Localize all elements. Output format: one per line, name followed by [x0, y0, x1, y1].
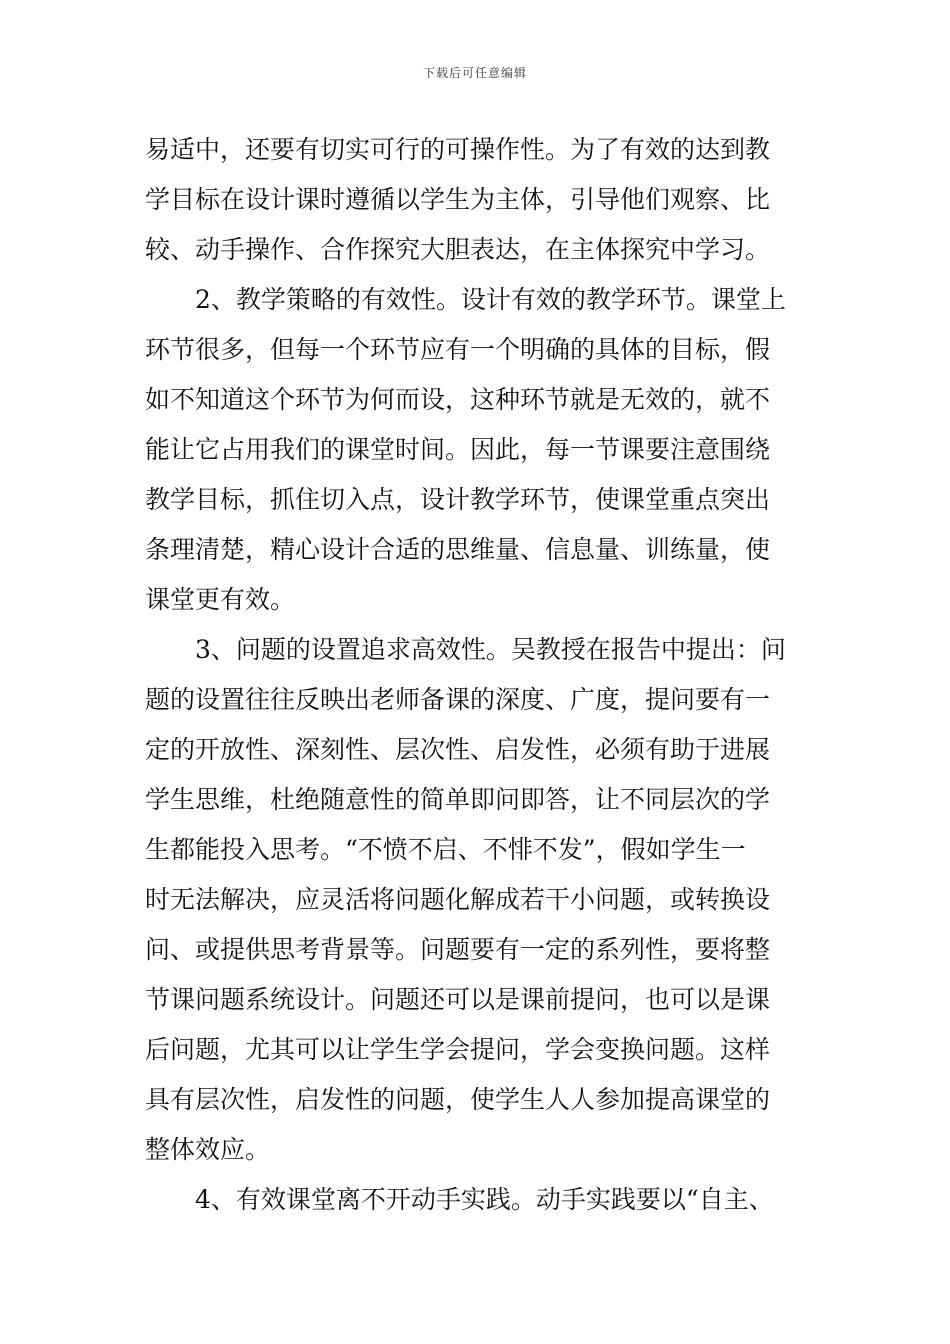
paragraph-2 — [145, 275, 810, 625]
paragraph-3 — [145, 625, 810, 1175]
text-line: 3、问题的设置追求高效性。吴教授在报告中提出：问 — [195, 635, 786, 664]
text-line: 环节很多，但每一个环节应有一个明确的具体的目标，假 — [145, 335, 771, 364]
paragraph-1 — [145, 125, 810, 275]
text-line: 学目标在设计课时遵循以学生为主体，引导他们观察、比 — [145, 185, 771, 214]
text-line: 能让它占用我们的课堂时间。因此，每一节课要注意围绕 — [145, 435, 771, 464]
document-body — [145, 125, 810, 1225]
text-line: 定的开放性、深刻性、层次性、启发性，必须有助于进展 — [145, 735, 771, 764]
page-header: 下载后可任意编辑 — [422, 66, 527, 80]
text-line: 整体效应。 — [145, 1135, 271, 1164]
text-line: 易适中，还要有切实可行的可操作性。为了有效的达到教 — [145, 135, 771, 164]
text-line: 具有层次性，启发性的问题，使学生人人参加提高课堂的 — [145, 1085, 771, 1114]
text-line: 问、或提供思考背景等。问题要有一定的系列性，要将整 — [145, 935, 771, 964]
text-line: 生都能投入思考。“不愤不启、不悱不发”，假如学生一 — [145, 835, 746, 864]
text-line: 课堂更有效。 — [145, 585, 296, 614]
text-line: 题的设置往往反映出老师备课的深度、广度，提问要有一 — [145, 685, 771, 714]
text-line: 如不知道这个环节为何而设，这种环节就是无效的，就不 — [145, 385, 771, 414]
text-line: 后问题，尤其可以让学生学会提问，学会变换问题。这样 — [145, 1035, 771, 1064]
text-line: 时无法解决，应灵活将问题化解成若干小问题，或转换设 — [145, 885, 771, 914]
text-line: 条理清楚，精心设计合适的思维量、信息量、训练量，使 — [145, 535, 771, 564]
text-line: 4、有效课堂离不开动手实践。动手实践要以“自主、 — [195, 1185, 774, 1214]
text-line: 学生思维，杜绝随意性的简单即问即答，让不同层次的学 — [145, 785, 771, 814]
text-line: 节课问题系统设计。问题还可以是课前提问，也可以是课 — [145, 985, 771, 1014]
text-line: 教学目标，抓住切入点，设计教学环节，使课堂重点突出 — [145, 485, 771, 514]
paragraph-4 — [145, 1175, 810, 1225]
text-line: 较、动手操作、合作探究大胆表达，在主体探究中学习。 — [145, 235, 771, 264]
text-line: 2、教学策略的有效性。设计有效的教学环节。课堂上 — [195, 285, 786, 314]
